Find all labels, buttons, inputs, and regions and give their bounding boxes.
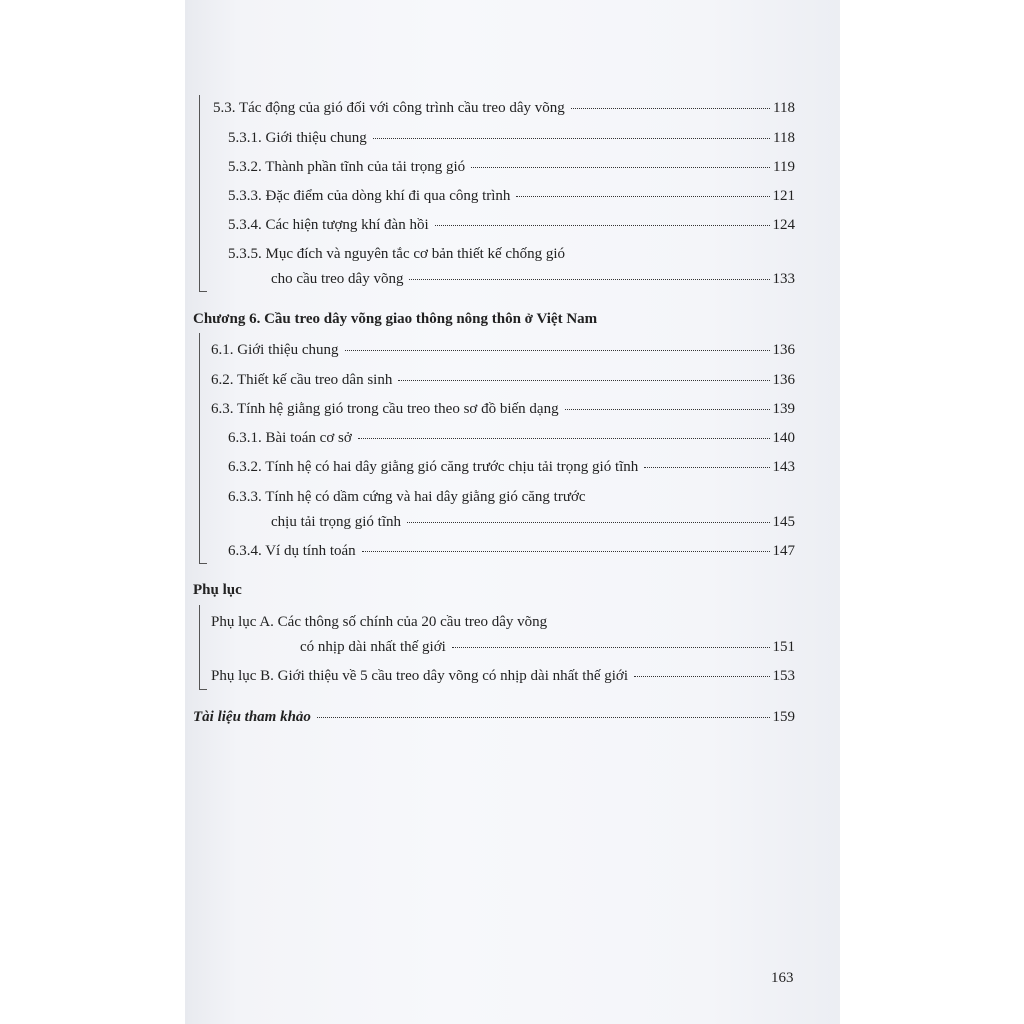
toc-entry-label: 5.3.1. Giới thiệu chung — [228, 130, 367, 146]
toc-entry-label: có nhịp dài nhất thế giới — [300, 639, 446, 655]
toc-entry-page: 118 — [773, 130, 795, 146]
toc-entry-page: 145 — [772, 514, 795, 530]
leader-dots — [471, 166, 770, 168]
bracket-line — [199, 563, 207, 564]
leader-dots — [644, 466, 769, 468]
toc-entry-page: 143 — [772, 459, 795, 475]
toc-entry-label: 5.3.2. Thành phần tĩnh của tải trọng gió — [228, 159, 466, 175]
toc-entry-label: 5.3.3. Đặc điểm của dòng khí đi qua công trình — [228, 188, 511, 204]
toc-entry[interactable] — [228, 542, 795, 560]
toc-entry[interactable] — [228, 458, 795, 476]
toc-entry-label: 5.3. Tác động của gió đối với công trình cầu treo dây võng — [213, 100, 565, 116]
toc-entry[interactable] — [211, 400, 795, 418]
toc-entry-label: cho cầu treo dây võng — [271, 271, 404, 287]
leader-dots — [571, 107, 770, 109]
toc-entry[interactable] — [211, 667, 795, 685]
leader-dots — [358, 437, 770, 439]
toc-entry-page: 119 — [773, 159, 795, 175]
toc-entry[interactable] — [300, 638, 795, 656]
bracket-line — [199, 291, 207, 292]
toc-entry[interactable] — [211, 341, 795, 359]
bracket-line — [199, 689, 207, 690]
leader-dots — [373, 137, 770, 139]
toc-entry-page: 159 — [772, 709, 795, 725]
toc-entry[interactable] — [271, 270, 795, 288]
toc-entry-page: 139 — [772, 401, 795, 417]
leader-dots — [407, 521, 770, 523]
leader-dots — [565, 408, 770, 410]
toc-entry-label: 6.1. Giới thiệu chung — [211, 342, 339, 358]
toc-entry-label: 6.3.1. Bài toán cơ sở — [228, 430, 352, 446]
leader-dots — [634, 675, 769, 677]
page-number: 163 — [771, 970, 794, 986]
toc-entry-page: 121 — [772, 188, 795, 204]
leader-dots — [516, 195, 769, 197]
toc-entry-label: 6.3.4. Ví dụ tính toán — [228, 543, 356, 559]
toc-entry-first-line: 6.3.3. Tính hệ có dầm cứng và hai dây giằng gió căng trước — [228, 489, 586, 505]
leader-dots — [398, 379, 769, 381]
leader-dots — [409, 278, 769, 280]
toc-entry[interactable] — [228, 429, 795, 447]
toc-entry-page: 140 — [772, 430, 795, 446]
bracket-line — [199, 605, 200, 689]
toc-entry-label: 6.3.2. Tính hệ có hai dây giằng gió căng trước chịu tải trọng gió tĩnh — [228, 459, 639, 475]
toc-entry-label: chịu tải trọng gió tĩnh — [271, 514, 401, 530]
toc-entry-first-line: 5.3.5. Mục đích và nguyên tắc cơ bản thiết kế chống gió — [228, 246, 566, 262]
leader-dots — [362, 550, 770, 552]
toc-entry-first-line: Phụ lục A. Các thông số chính của 20 cầu treo dây võng — [211, 614, 548, 630]
toc-entry-page: 118 — [773, 100, 795, 116]
toc-entry[interactable] — [228, 216, 795, 234]
leader-dots — [317, 716, 770, 718]
toc-entry-page: 153 — [772, 668, 795, 684]
chapter-heading[interactable]: Chương 6. Cầu treo dây võng giao thông nông thôn ở Việt Nam — [193, 311, 598, 327]
toc-entry[interactable] — [228, 187, 795, 205]
leader-dots — [435, 224, 770, 226]
toc-entry[interactable] — [271, 513, 795, 531]
toc-entry-page: 151 — [772, 639, 795, 655]
leader-dots — [345, 349, 770, 351]
toc-entry-label: 6.3. Tính hệ giằng gió trong cầu treo theo sơ đồ biến dạng — [211, 401, 559, 417]
toc-entry[interactable] — [228, 158, 795, 176]
toc-entry-page: 136 — [772, 372, 795, 388]
toc-entry-label: Tài liệu tham khảo — [193, 709, 311, 725]
leader-dots — [452, 646, 770, 648]
toc-entry-references[interactable] — [193, 708, 795, 726]
toc-entry-label: Phụ lục B. Giới thiệu về 5 cầu treo dây võng có nhịp dài nhất thế giới — [211, 668, 629, 684]
bracket-line — [199, 333, 200, 563]
toc-entry-page: 147 — [772, 543, 795, 559]
toc-entry-label: 6.2. Thiết kế cầu treo dân sinh — [211, 372, 393, 388]
toc-entry-page: 136 — [772, 342, 795, 358]
toc-entry[interactable] — [228, 129, 795, 147]
toc-entry-page: 133 — [772, 271, 795, 287]
toc-entry-page: 124 — [772, 217, 795, 233]
toc-entry-label: 5.3.4. Các hiện tượng khí đàn hồi — [228, 217, 429, 233]
book-page — [185, 0, 840, 1024]
toc-entry[interactable] — [211, 371, 795, 389]
appendix-heading[interactable]: Phụ lục — [193, 582, 242, 598]
bracket-line — [199, 95, 200, 291]
toc-entry[interactable] — [213, 99, 795, 117]
